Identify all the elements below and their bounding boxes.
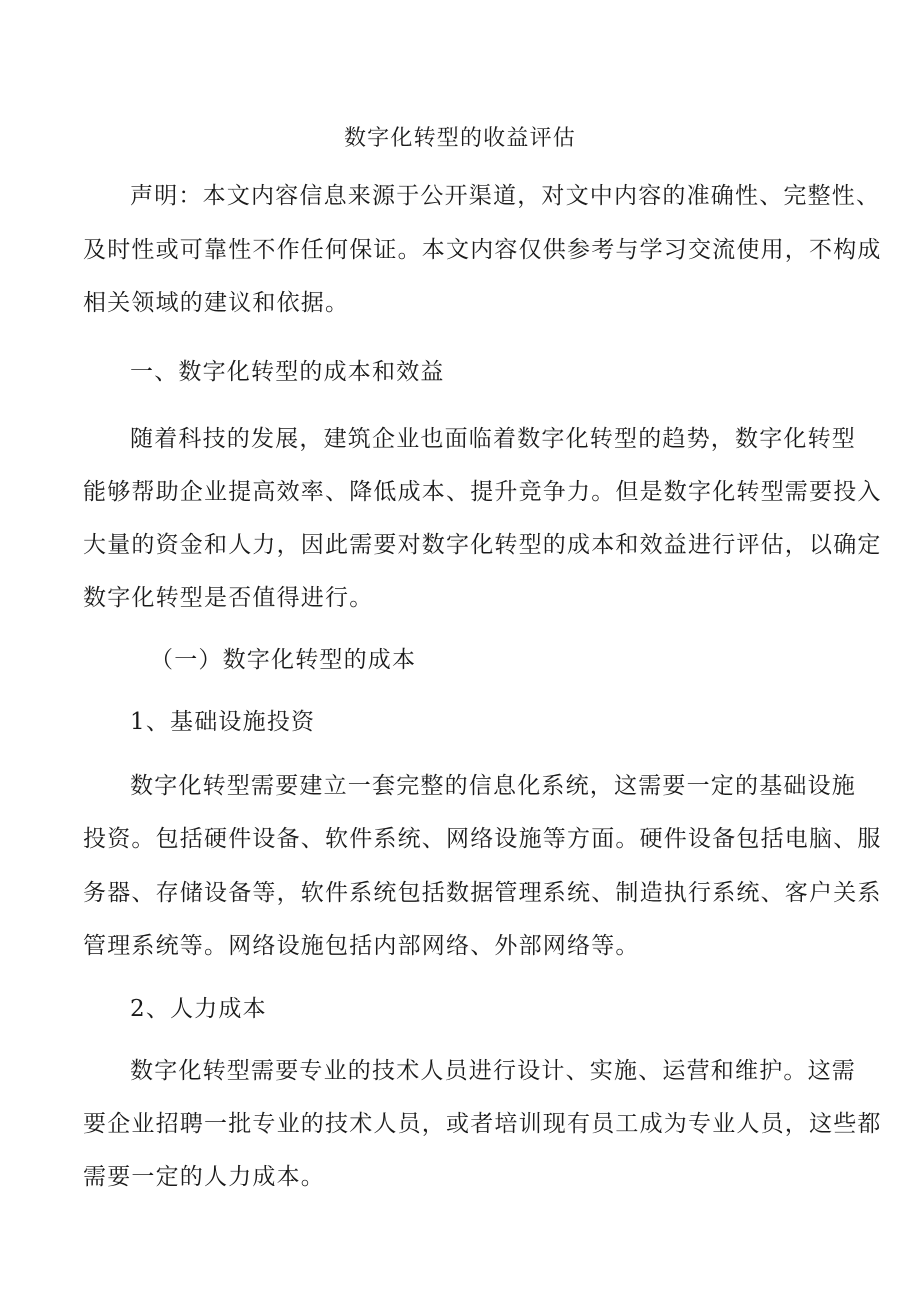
paragraph-line: 数字化转型需要专业的技术人员进行设计、实施、运营和维护。这需 [130,1058,856,1084]
disclaimer-line: 及时性或可靠性不作任何保证。本文内容仅供参考与学习交流使用，不构成 [83,237,882,263]
paragraph-line: 随着科技的发展，建筑企业也面临着数字化转型的趋势，数字化转型 [130,426,856,452]
paragraph-line: 投资。包括硬件设备、软件系统、网络设施等方面。硬件设备包括电脑、服 [83,826,882,852]
paragraph-line: 大量的资金和人力，因此需要对数字化转型的成本和效益进行评估，以确定 [83,532,882,558]
paragraph-line: 要企业招聘一批专业的技术人员，或者培训现有员工成为专业人员，这些都 [83,1111,882,1137]
paragraph-line: 管理系统等。网络设施包括内部网络、外部网络等。 [83,933,640,959]
paragraph-line: 需要一定的人力成本。 [83,1164,325,1190]
paragraph-line: 数字化转型是否值得进行。 [83,585,374,611]
disclaimer-line: 相关领域的建议和依据。 [83,290,350,316]
disclaimer-line: 声明：本文内容信息来源于公开渠道，对文中内容的准确性、完整性、 [130,183,881,209]
section-heading: 一、数字化转型的成本和效益 [130,359,445,385]
paragraph-line: 能够帮助企业提高效率、降低成本、提升竞争力。但是数字化转型需要投入 [83,479,882,505]
paragraph-line: 数字化转型需要建立一套完整的信息化系统，这需要一定的基础设施 [130,773,856,799]
subsection-heading: （一）数字化转型的成本 [150,647,417,673]
item-heading: 2、人力成本 [130,996,267,1022]
item-heading: 1、基础设施投资 [130,709,316,735]
paragraph-line: 务器、存储设备等，软件系统包括数据管理系统、制造执行系统、客户关系 [83,880,882,906]
document-title: 数字化转型的收益评估 [343,126,576,151]
